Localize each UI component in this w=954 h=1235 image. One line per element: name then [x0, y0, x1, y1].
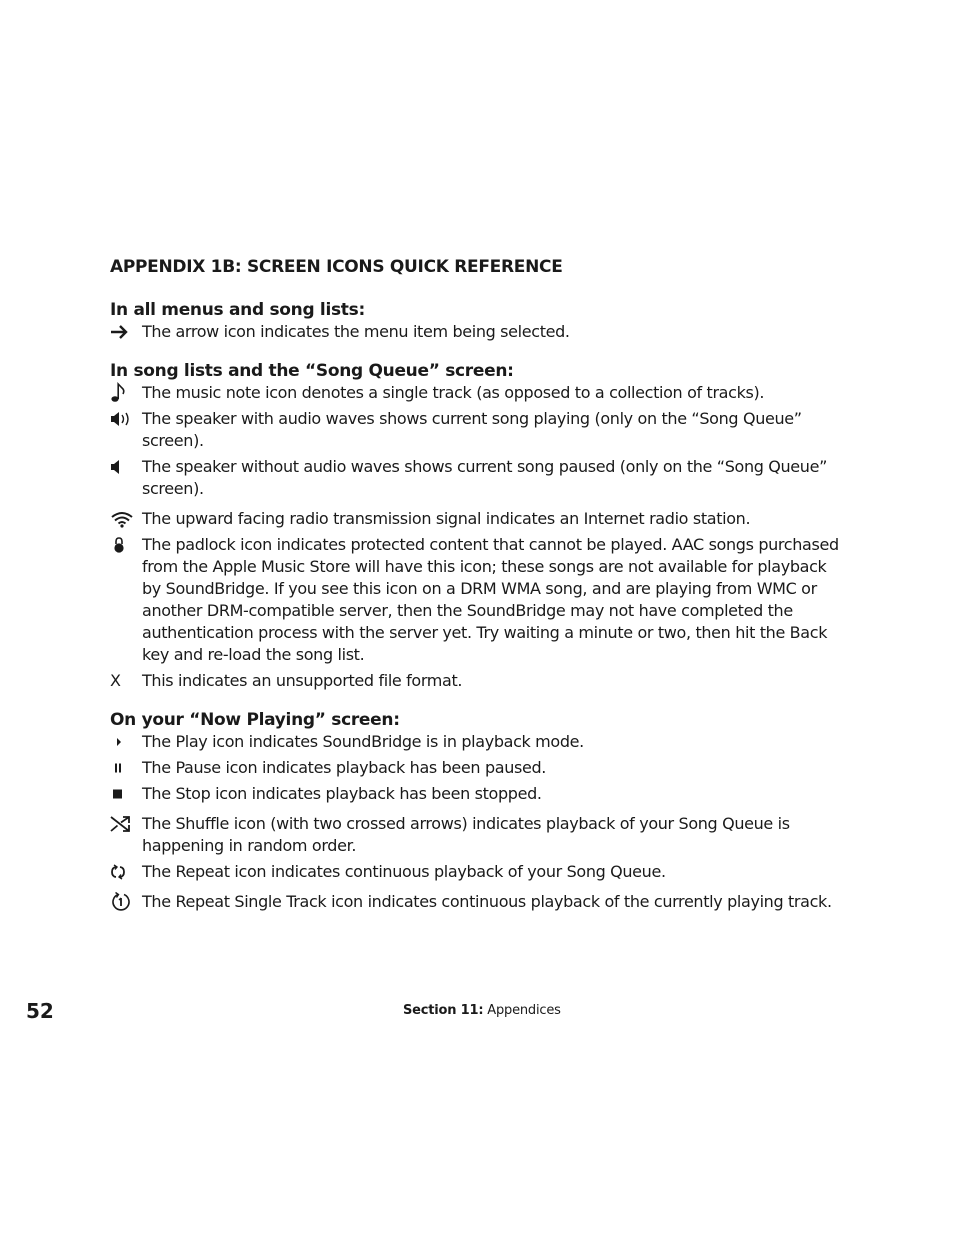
list-item	[110, 757, 850, 779]
stop-icon	[110, 783, 136, 805]
list-item	[110, 534, 850, 666]
arrow-icon	[110, 321, 136, 343]
music-note-icon	[110, 382, 136, 404]
list-item	[110, 456, 850, 500]
item-text: The Pause icon indicates playback has been paused.	[142, 758, 547, 777]
item-text: The speaker without audio waves shows current song paused (only on the “Song Queue” screen).	[142, 457, 828, 498]
page-content	[110, 256, 850, 917]
icon-list-menus	[110, 321, 850, 343]
list-item	[110, 508, 850, 530]
list-item	[110, 731, 850, 753]
list-item	[110, 321, 850, 343]
appendix-title: APPENDIX 1B: SCREEN ICONS QUICK REFERENCE	[110, 257, 563, 277]
play-icon	[110, 731, 136, 753]
padlock-icon	[110, 534, 136, 556]
section-heading-menus: In all menus and song lists:	[110, 300, 365, 320]
item-text: The Repeat icon indicates continuous playback of your Song Queue.	[142, 862, 666, 881]
list-item	[110, 891, 850, 913]
list-item	[110, 382, 850, 404]
page-footer	[0, 998, 954, 1028]
x-icon: X	[110, 671, 121, 690]
item-text: The upward facing radio transmission signal indicates an Internet radio station.	[142, 509, 751, 528]
item-text: The speaker with audio waves shows current song playing (only on the “Song Queue” screen).	[142, 409, 802, 450]
icon-list-song-lists	[110, 382, 850, 692]
speaker-waves-icon	[110, 408, 136, 430]
list-item	[110, 670, 850, 692]
section-heading-song-lists: In song lists and the “Song Queue” screen:	[110, 361, 514, 381]
item-text: The Shuffle icon (with two crossed arrows) indicates playback of your Song Queue is happening in random order.	[142, 814, 790, 855]
shuffle-icon	[110, 813, 136, 835]
footer-section	[403, 1002, 561, 1020]
item-text: This indicates an unsupported file format.	[142, 671, 463, 690]
repeat-icon	[110, 861, 136, 883]
item-text: The music note icon denotes a single track (as opposed to a collection of tracks).	[142, 383, 765, 402]
list-item	[110, 783, 850, 805]
list-item	[110, 861, 850, 883]
item-text: The padlock icon indicates protected content that cannot be played. AAC songs purchased from the Apple Music Store will have this icon; these songs are not available for playback by SoundBridge. If you see this icon on a DRM WMA song, and are playing from WMC or another DRM-compatible server, then the SoundBridge may not have completed the authentication process with the server yet. Try waiting a minute or two, then hit the Back key and re-load the song list.	[142, 535, 839, 664]
speaker-icon	[110, 456, 136, 478]
item-text: The arrow icon indicates the menu item being selected.	[142, 322, 570, 341]
item-text: The Stop icon indicates playback has been stopped.	[142, 784, 542, 803]
item-text: The Repeat Single Track icon indicates continuous playback of the currently playing track.	[142, 892, 832, 911]
icon-list-now-playing	[110, 731, 850, 913]
section-heading-now-playing: On your “Now Playing” screen:	[110, 710, 400, 730]
page-number: 52	[26, 999, 54, 1023]
radio-signal-icon	[110, 508, 136, 530]
list-item	[110, 408, 850, 452]
repeat-single-icon	[110, 891, 136, 913]
list-item	[110, 813, 850, 857]
item-text: The Play icon indicates SoundBridge is in playback mode.	[142, 732, 584, 751]
pause-icon	[110, 757, 136, 779]
footer-section-name: Appendices	[487, 1003, 561, 1018]
footer-section-label: Section 11:	[403, 1003, 484, 1018]
